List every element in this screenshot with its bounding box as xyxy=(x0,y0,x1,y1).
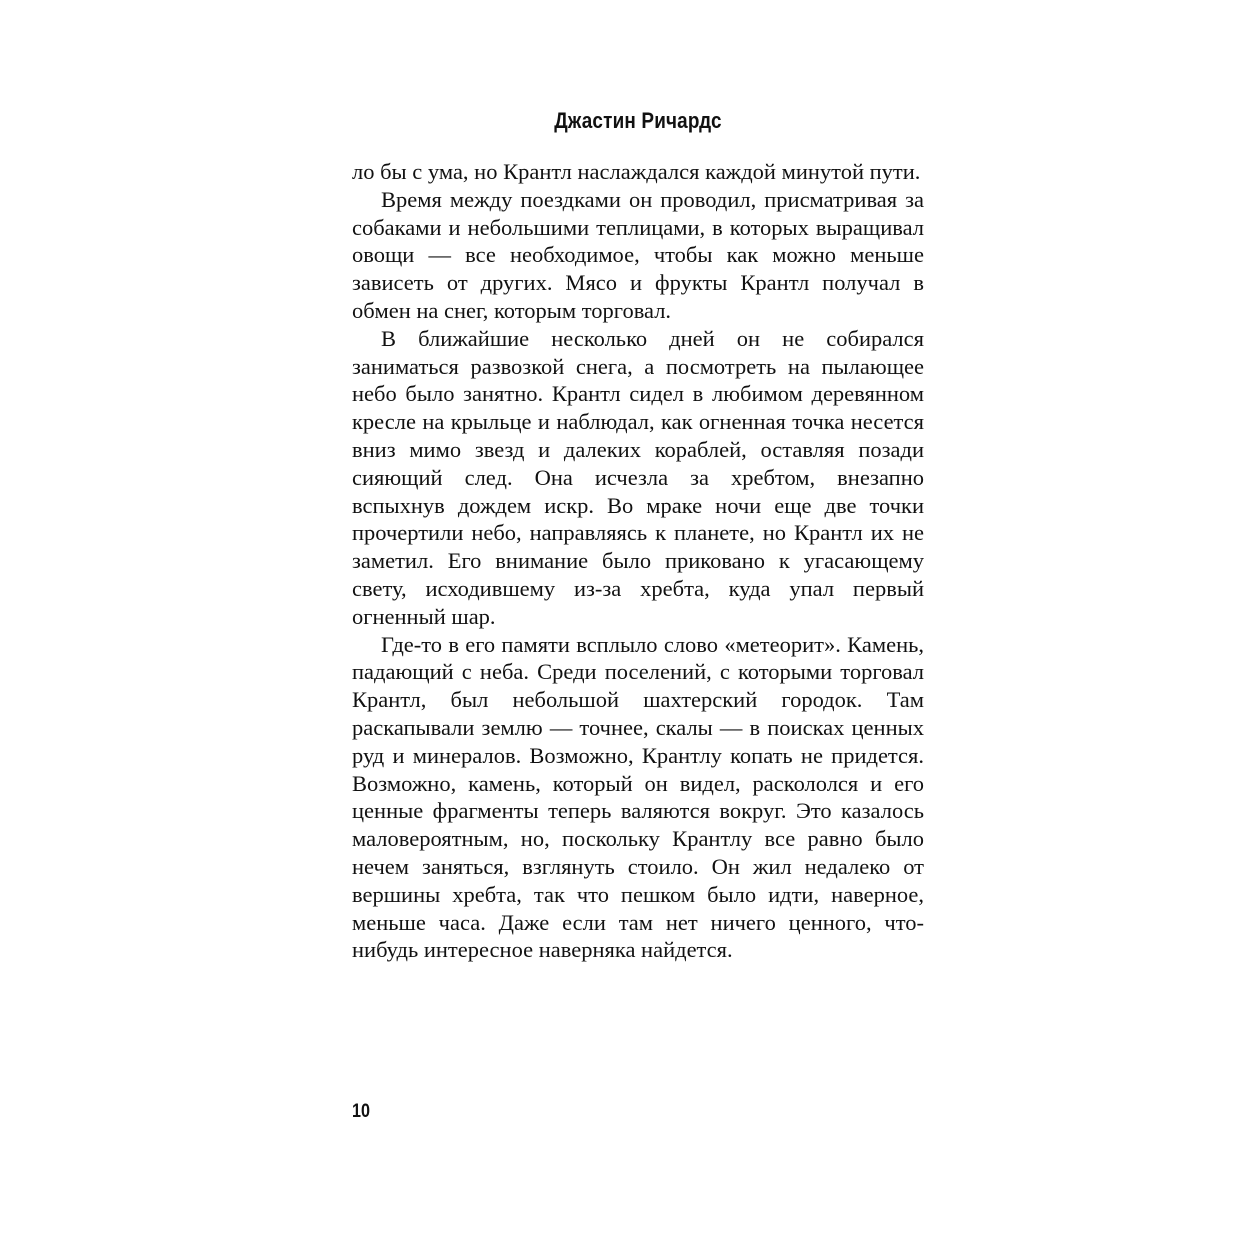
page-number: 10 xyxy=(352,1101,370,1122)
paragraph-continued: ло бы с ума, но Крантл наслаждался каждой минутой пути. xyxy=(352,159,921,184)
paragraph: Где-то в его памяти всплыло слово «метеорит». Камень, падающий с неба. Среди поселений, с которыми торговал Крантл, был небольшой шахтерский городок. Там раскапывали землю — точнее, скалы — в поисках ценных руд и минералов. Возможно, Крантлу копать не придется. Возможно, камень, который он видел, раскололся и его ценные фрагменты теперь валяются вокруг. Это казалось маловероятным, но, поскольку Крантлу все равно было нечем заняться, взглянуть стоило. Он жил недалеко от вершины хребта, так что пешком было идти, наверное, меньше часа. Даже если там нет ничего ценного, что-нибудь интересное наверняка найдется. xyxy=(352,631,924,963)
body-text xyxy=(352,158,924,964)
paragraph: В ближайшие несколько дней он не собирался заниматься развозкой снега, а посмотреть на пылающее небо было занятно. Крантл сидел в любимом деревянном кресле на крыльце и наблюдал, как огненная точка несется вниз мимо звезд и далеких кораблей, оставляя позади сияющий след. Она исчезла за хребтом, внезапно вспыхнув дождем искр. Во мраке ночи еще две точки прочертили небо, направляясь к планете, но Крантл их не заметил. Его внимание было приковано к угасающему свету, исходившему из-за хребта, куда упал первый огненный шар. xyxy=(352,325,924,629)
paragraph: Время между поездками он проводил, присматривая за собаками и небольшими теплицами, в которых выращивал овощи — все необходимое, чтобы как можно меньше зависеть от других. Мясо и фрукты Крантл получал в обмен на снег, которым торговал. xyxy=(352,186,924,323)
running-head-author: Джастин Ричардс xyxy=(554,108,722,133)
